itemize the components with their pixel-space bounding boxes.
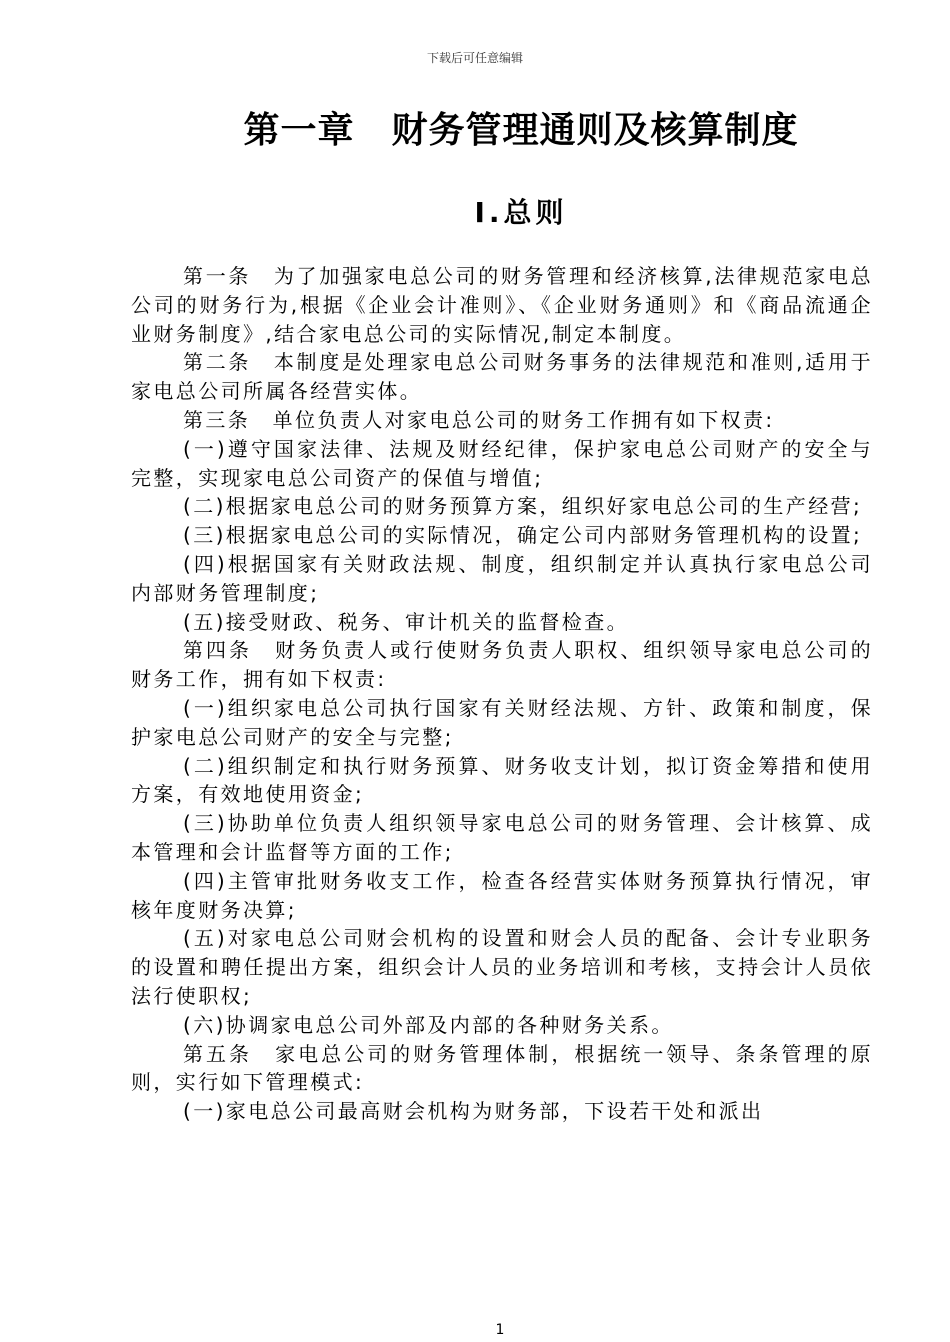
- paragraph: (四)主管审批财务收支工作，检查各经营实体财务预算执行情况，审核年度财务决算;: [131, 868, 873, 922]
- page-number: 1: [495, 1322, 505, 1338]
- paragraph: 第二条 本制度是处理家电总公司财务事务的法律规范和准则,适用于家电总公司所属各经营实体。: [131, 350, 873, 404]
- paragraph: 第五条 家电总公司的财务管理体制，根据统一领导、条条管理的原则，实行如下管理模式:: [131, 1041, 873, 1095]
- paragraph: (一)遵守国家法律、法规及财经纪律，保护家电总公司财产的安全与完整，实现家电总公司资产的保值与增值;: [131, 436, 873, 490]
- paragraph: (三)协助单位负责人组织领导家电总公司的财务管理、会计核算、成本管理和会计监督等方面的工作;: [131, 811, 873, 864]
- paragraph: 第四条 财务负责人或行使财务负责人职权、组织领导家电总公司的财务工作，拥有如下权责:: [131, 638, 873, 692]
- paragraph: (二)根据家电总公司的财务预算方案，组织好家电总公司的生产经营;: [183, 494, 863, 519]
- paragraph: 第一条 为了加强家电总公司的财务管理和经济核算,法律规范家电总公司的财务行为,根据《企业会计准则》、《企业财务通则》和《商品流通企业财务制度》,结合家电总公司的实际情况,制定本制度。: [131, 264, 873, 346]
- paragraph: (一)组织家电总公司执行国家有关财经法规、方针、政策和制度，保护家电总公司财产的安全与完整;: [131, 695, 873, 749]
- body-text: [131, 262, 873, 1126]
- paragraph: 第三条 单位负责人对家电总公司的财务工作拥有如下权责:: [183, 407, 775, 432]
- header-note: 下载后可任意编辑: [426, 51, 523, 65]
- chapter-title: 第一章 财务管理通则及核算制度: [243, 110, 799, 151]
- paragraph: (四)根据国家有关财政法规、制度，组织制定并认真执行家电总公司内部财务管理制度;: [131, 551, 873, 605]
- paragraph: (五)接受财政、税务、审计机关的监督检查。: [183, 609, 630, 634]
- paragraph: (三)根据家电总公司的实际情况，确定公司内部财务管理机构的设置;: [183, 523, 863, 548]
- paragraph: (六)协调家电总公司外部及内部的各种财务关系。: [183, 1012, 674, 1037]
- paragraph: (五)对家电总公司财会机构的设置和财会人员的配备、会计专业职务的设置和聘任提出方案，组织会计人员的业务培训和考核，支持会计人员依法行使职权;: [131, 926, 873, 1008]
- section-title: Ⅰ.总则: [474, 196, 568, 229]
- paragraph: (一)家电总公司最高财会机构为财务部，下设若干处和派出: [183, 1099, 764, 1124]
- paragraph: (二)组织制定和执行财务预算、财务收支计划，拟订资金筹措和使用方案，有效地使用资金;: [131, 753, 873, 807]
